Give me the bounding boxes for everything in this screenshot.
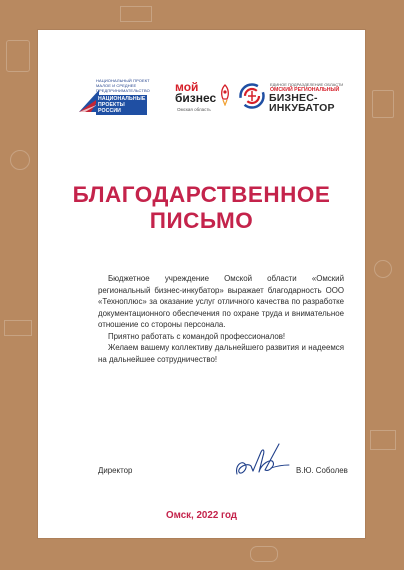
biznes-word: бизнес [175, 91, 217, 105]
np-line3: ПРЕДПРИНИМАТЕЛЬСТВО [96, 88, 150, 93]
frame-doodle [250, 546, 278, 562]
signatory-name: В.Ю. Соболев [296, 466, 348, 475]
body-paragraph: Желаем вашему коллективу дальнейшего развития и надеемся на дальнейшее сотрудничество! [98, 343, 344, 364]
handwritten-signature [231, 438, 303, 482]
np-line2: МАЛОЕ И СРЕДНЕЕ [96, 83, 137, 88]
incubator-ring-icon [238, 82, 266, 110]
body-paragraph: Приятно работать с командой профессионалов! [108, 331, 286, 341]
frame-doodle [4, 320, 32, 336]
frame-doodle [372, 90, 394, 118]
rocket-icon [219, 84, 231, 106]
moy-biznes-logo [175, 78, 233, 124]
title-line1: БЛАГОДАРСТВЕННОЕ [72, 182, 331, 207]
incubator-name-line2: ИНКУБАТОР [269, 102, 335, 114]
moy-biznes-wordmark [175, 82, 216, 104]
national-projects-text [96, 78, 156, 115]
moy-biznes-region: Омская область [177, 107, 211, 112]
national-projects-logo [79, 78, 153, 122]
frame-doodle [10, 150, 30, 170]
business-incubator-logo [238, 78, 348, 124]
np-badge [96, 95, 147, 115]
frame-doodle [370, 430, 396, 450]
body-paragraph: Бюджетное учреждение Омской области «Омский региональный бизнес-инкубатор» выражает благодарность ООО «Техноплюс» за оказание услуг отличного качества по разработке документационного обеспечения по охране труда и внимательное отношение со стороны персонала. [98, 274, 344, 329]
np-line1: НАЦИОНАЛЬНЫЙ ПРОЕКТ [96, 78, 150, 83]
np-badge-line3: РОССИИ [98, 108, 121, 114]
incubator-top: ЕДИНОЕ ПОДРАЗДЕЛЕНИЕ ОБЛАСТИ [270, 82, 344, 87]
np-badge-line1: НАЦИОНАЛЬНЫЕ [98, 96, 146, 102]
incubator-name [269, 93, 335, 113]
signatory-position: Директор [98, 466, 133, 475]
letter-title [38, 182, 365, 234]
logos-row [38, 76, 365, 128]
letter-page [38, 30, 365, 538]
incubator-name-line1: БИЗНЕС- [269, 92, 318, 104]
letter-body [98, 273, 344, 365]
place-and-date: Омск, 2022 год [165, 510, 238, 521]
moy-word: мой [175, 80, 199, 94]
incubator-name-small: ОМСКИЙ РЕГИОНАЛЬНЫЙ [270, 87, 340, 93]
title-line2: ПИСЬМО [149, 208, 254, 233]
np-badge-line2: ПРОЕКТЫ [98, 102, 125, 108]
frame-doodle [6, 40, 30, 72]
frame-doodle [374, 260, 392, 278]
frame-doodle [120, 6, 152, 22]
